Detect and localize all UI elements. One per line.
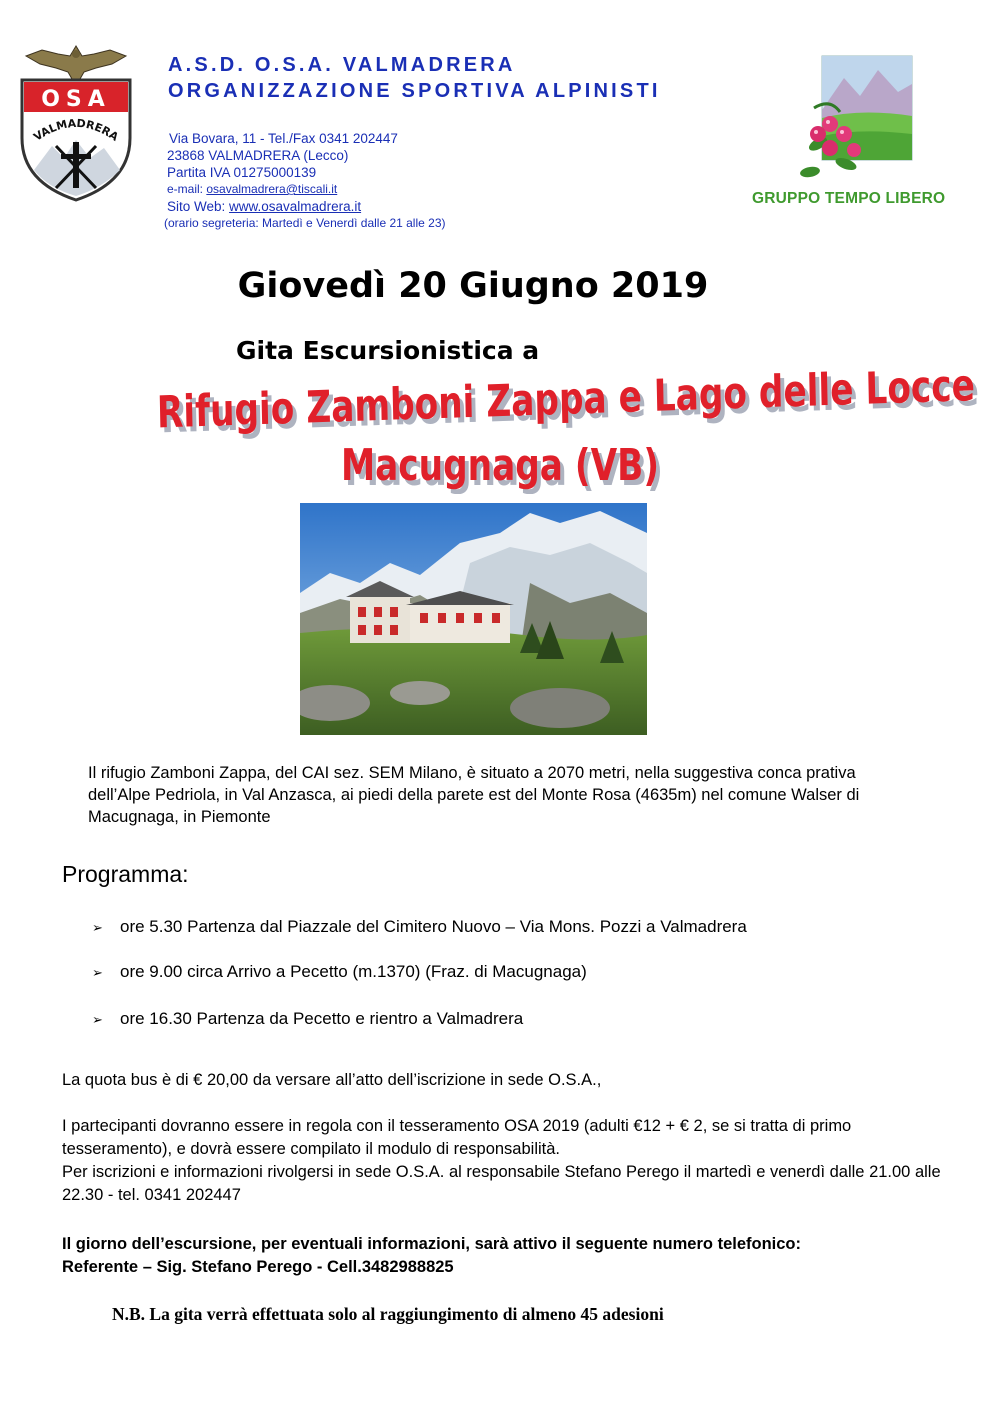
program-item — [92, 1009, 523, 1029]
organization-contact — [164, 130, 446, 232]
office-hours: (orario segreteria: Martedì e Venerdì dalle 21 alle 23) — [164, 216, 446, 230]
registration-info: Per iscrizioni e informazioni rivolgersi in sede O.S.A. al responsabile Stefano Perego il martedì e venerdì dalle 21.00 alle 22.30 - tel. 0341 202447 — [62, 1163, 941, 1204]
event-date: Giovedì 20 Giugno 2019 — [237, 266, 709, 306]
membership-requirements: I partecipanti dovranno essere in regola con il tesseramento OSA 2019 (adulti €12 + € 2, se si tratta di primo tesseramento), e dovrà essere compilato il modulo di responsabilità. — [62, 1117, 852, 1158]
email-line — [164, 181, 446, 198]
vat-number: Partita IVA 01275000139 — [167, 165, 317, 180]
gruppo-tempo-libero-logo — [800, 48, 920, 188]
city: 23868 VALMADRERA (Lecco) — [167, 148, 349, 163]
program-item-text: ore 5.30 Partenza dal Piazzale del Cimitero Nuovo – Via Mons. Pozzi a Valmadrera — [120, 917, 747, 936]
contact-intro: Il giorno dell’escursione, per eventuali informazioni, sarà attivo il seguente numero telefonico: — [62, 1235, 801, 1253]
contact-referent: Referente – Sig. Stefano Perego - Cell.3482988825 — [62, 1258, 454, 1276]
membership-info — [62, 1115, 942, 1207]
address: Via Bovara, 11 - Tel./Fax 0341 202447 — [169, 131, 398, 146]
org-name-line2: ORGANIZZAZIONE SPORTIVA ALPINISTI — [168, 80, 661, 102]
website-line — [164, 198, 446, 215]
website-label: Sito Web: — [167, 199, 230, 214]
email-link[interactable]: osavalmadrera@tiscali.it — [206, 182, 338, 196]
svg-text:OSA: OSA — [41, 87, 111, 112]
program-item-text: ore 16.30 Partenza da Pecetto e rientro a Valmadrera — [120, 1009, 524, 1028]
osa-logo — [12, 42, 140, 202]
refuge-photo — [300, 503, 647, 735]
svg-text:VALMADRERA: VALMADRERA — [31, 116, 121, 144]
destination-title-line1: Rifugio Zamboni Zappa e Lago delle Locce — [156, 360, 976, 439]
refuge-description: Il rifugio Zamboni Zappa, del CAI sez. SEM Milano, è situato a 2070 metri, nella suggestiva conca prativa dell’Alpe Pedriola, in Val Anzasca, ai piedi della parete est del Monte Rosa (4635m) nel comune Walser di Macugnaga, in Piemonte — [88, 764, 860, 826]
group-name: GRUPPO TEMPO LIBERO — [752, 190, 946, 207]
website-link[interactable]: www.osavalmadrera.it — [229, 199, 362, 214]
bus-fare: La quota bus è di € 20,00 da versare all’atto dell’iscrizione in sede O.S.A., — [62, 1071, 602, 1089]
org-name-line1: A.S.D. O.S.A. VALMADRERA — [168, 54, 516, 76]
program-item — [92, 962, 587, 982]
organization-name — [168, 52, 661, 104]
participation-note: N.B. La gita verrà effettuata solo al raggiungimento di almeno 45 adesioni — [112, 1304, 664, 1324]
arrow-bullet-icon: ➢ — [92, 1012, 103, 1027]
destination-title-line2: Macugnaga (VB) — [340, 440, 660, 491]
email-label: e-mail: — [167, 182, 207, 196]
arrow-bullet-icon: ➢ — [92, 920, 103, 935]
program-heading: Programma: — [62, 861, 189, 887]
trip-intro: Gita Escursionistica a — [236, 336, 540, 365]
day-contact-info — [62, 1233, 942, 1279]
arrow-bullet-icon: ➢ — [92, 965, 103, 980]
program-item-text: ore 9.00 circa Arrivo a Pecetto (m.1370) (Fraz. di Macugnaga) — [120, 962, 587, 981]
program-item — [92, 917, 747, 937]
